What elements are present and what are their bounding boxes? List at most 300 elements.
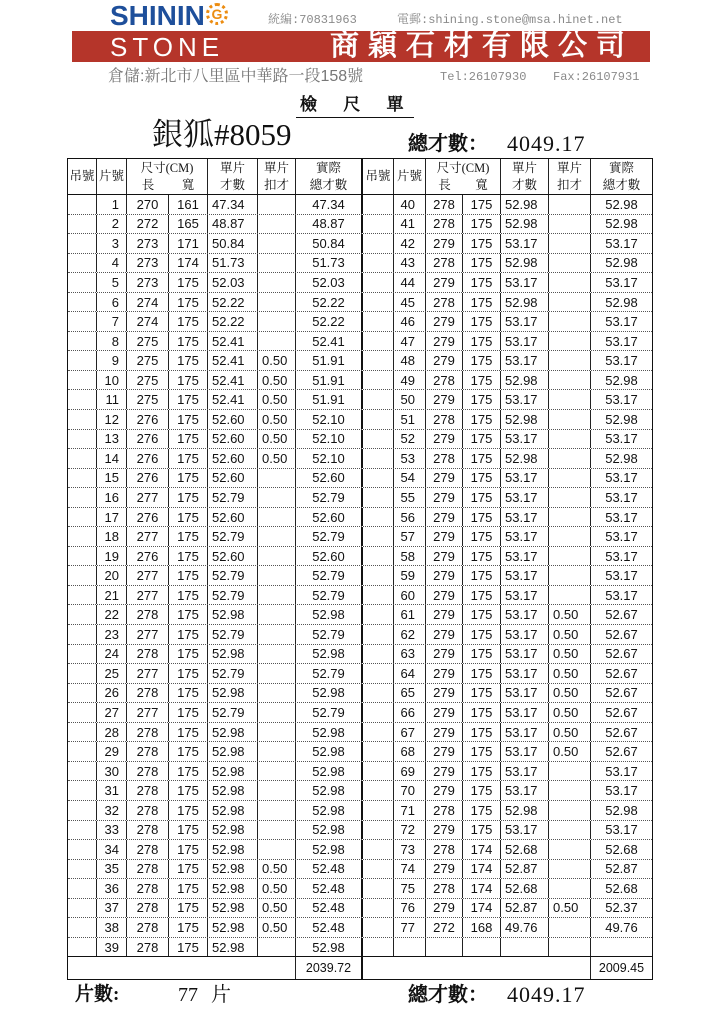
right-deduction-cell [549,371,591,390]
right-width-cell: 175 [463,742,501,761]
right-piece-area-cell: 52.98 [501,195,549,214]
right-net-area-cell: 52.67 [605,646,638,662]
table-row [68,527,652,547]
right-piece-no-cell: 40 [394,195,426,214]
left-hang-no-cell [68,762,97,781]
left-deduction-cell: 0.50 [258,899,296,918]
right-piece-no-cell: 66 [394,703,426,722]
table-row [68,664,652,684]
right-net-area-cell: 52.67 [605,665,638,681]
left-length-cell: 278 [127,605,169,624]
table-row [68,390,652,410]
left-net-area-cell: 52.48 [296,918,363,937]
left-length-cell: 278 [127,938,169,957]
left-piece-area-cell: 52.98 [208,684,258,703]
left-net-area-cell: 47.34 [296,195,363,214]
left-width-cell: 175 [169,664,208,683]
left-hang-no-cell [68,703,97,722]
table-row [68,723,652,743]
right-length-cell: 278 [426,254,463,273]
company-email: 電郵:shining.stone@msa.hinet.net [397,13,623,27]
right-net-area-cell: 53.17 [605,529,638,545]
left-half-row [68,273,363,292]
left-width-cell: 175 [169,899,208,918]
right-deduction-cell [549,879,591,898]
left-piece-area-cell: 47.34 [208,195,258,214]
left-width-cell: 175 [169,351,208,370]
right-deduction-cell [549,821,591,840]
left-deduction-cell [258,254,296,273]
right-net-area-cell: 52.98 [605,372,638,388]
right-length-cell: 278 [426,195,463,214]
left-hang-no-cell [68,195,97,214]
right-hang-no-cell [363,918,394,937]
right-length-cell: 279 [426,508,463,527]
right-piece-no-cell: 77 [394,918,426,937]
left-piece-no-cell: 7 [97,312,127,331]
right-hang-no-cell [363,449,394,468]
right-half-row [363,938,652,957]
right-width-cell: 175 [463,293,501,312]
left-width-cell: 175 [169,918,208,937]
left-hang-no-cell [68,684,97,703]
left-piece-area-cell: 52.03 [208,273,258,292]
left-piece-area-cell: 52.98 [208,899,258,918]
left-hang-no-cell [68,781,97,800]
table-row [68,371,652,391]
left-hang-no-cell [68,918,97,937]
header-size-label: 尺寸(CM) [140,161,194,175]
left-width-cell: 175 [169,390,208,409]
right-net-area-cell: 53.17 [605,763,638,779]
left-deduction-cell: 0.50 [258,430,296,449]
right-piece-no-cell: 76 [394,899,426,918]
warehouse-address: 倉儲:新北市八里區中華路一段158號 [108,68,364,85]
right-deduction-cell [549,566,591,585]
right-piece-area-cell: 52.98 [501,449,549,468]
product-name: 銀狐#8059 [152,117,292,152]
left-width-cell: 175 [169,449,208,468]
left-hang-no-cell [68,566,97,585]
left-subtotal: 2039.72 [296,957,363,979]
right-piece-area-cell: 53.17 [501,586,549,605]
right-net-area-cell: 52.67 [605,744,638,760]
right-net-area-cell: 53.17 [605,235,638,251]
left-deduction-cell [258,801,296,820]
right-length-cell: 279 [426,899,463,918]
left-length-cell: 276 [127,410,169,429]
right-width-cell: 175 [463,312,501,331]
left-length-cell: 278 [127,899,169,918]
right-hang-no-cell [363,410,394,429]
right-half-row [363,527,652,546]
left-width-cell: 175 [169,860,208,879]
right-width-cell: 175 [463,351,501,370]
left-half-row [68,821,363,840]
right-net-area-cell: 52.87 [605,861,638,877]
left-width-cell: 175 [169,840,208,859]
right-net-area-cell: 53.17 [605,587,638,603]
left-deduction-cell [258,625,296,644]
right-piece-no-cell: 43 [394,254,426,273]
right-piece-area-cell: 53.17 [501,508,549,527]
right-piece-no-cell: 71 [394,801,426,820]
right-width-cell: 175 [463,723,501,742]
left-half-row [68,215,363,234]
table-row [68,547,652,567]
right-hang-no-cell [363,312,394,331]
left-piece-no-cell: 15 [97,469,127,488]
right-length-cell: 279 [426,469,463,488]
left-net-area-cell: 52.60 [296,469,363,488]
right-width-cell: 175 [463,332,501,351]
left-net-area-cell: 52.98 [296,645,363,664]
table-row [68,312,652,332]
right-hang-no-cell [363,840,394,859]
left-length-cell: 277 [127,703,169,722]
left-width-cell: 175 [169,566,208,585]
header-width: 寬 [181,178,195,192]
left-net-area-cell: 51.91 [296,390,363,409]
right-piece-no-cell: 42 [394,234,426,253]
left-width-cell: 175 [169,742,208,761]
right-half-row [363,664,652,683]
left-piece-no-cell: 39 [97,938,127,957]
right-header [363,159,652,194]
left-half-row [68,312,363,331]
left-length-cell: 278 [127,840,169,859]
left-hang-no-cell [68,605,97,624]
left-length-cell: 277 [127,488,169,507]
left-width-cell: 174 [169,254,208,273]
right-deduction-cell [549,918,591,937]
left-width-cell: 175 [169,273,208,292]
left-half-row [68,410,363,429]
header-deduction [549,159,591,194]
left-length-cell: 278 [127,801,169,820]
right-net-area-cell: 53.17 [605,314,638,330]
right-length-cell: 272 [426,918,463,937]
right-piece-no-cell: 74 [394,860,426,879]
right-half-row [363,371,652,390]
left-piece-no-cell: 23 [97,625,127,644]
left-piece-area-cell: 50.84 [208,234,258,253]
header-size-group [127,159,208,194]
right-piece-area-cell: 52.87 [501,860,549,879]
totals-row [68,957,652,979]
left-piece-no-cell: 34 [97,840,127,859]
right-length-cell: 279 [426,781,463,800]
left-deduction-cell: 0.50 [258,860,296,879]
left-half-row [68,547,363,566]
right-piece-no-cell: 69 [394,762,426,781]
left-piece-area-cell: 52.98 [208,938,258,957]
right-width-cell: 175 [463,390,501,409]
header-piece-no [97,159,127,194]
right-hang-no-cell [363,703,394,722]
left-half-row [68,527,363,546]
right-deduction-cell: 0.50 [549,742,591,761]
left-piece-no-cell: 21 [97,586,127,605]
left-width-cell: 175 [169,625,208,644]
totals-blank [68,957,296,979]
left-half-row [68,703,363,722]
right-piece-area-cell: 53.17 [501,566,549,585]
left-deduction-cell [258,605,296,624]
right-deduction-cell [549,527,591,546]
left-hang-no-cell [68,899,97,918]
left-deduction-cell [258,195,296,214]
left-half-row [68,332,363,351]
left-half-row [68,879,363,898]
right-half-row [363,684,652,703]
left-width-cell: 175 [169,879,208,898]
left-half-row [68,195,363,214]
right-length-cell: 279 [426,723,463,742]
right-half-row [363,860,652,879]
right-piece-area-cell: 52.98 [501,215,549,234]
right-piece-area-cell: 53.17 [501,234,549,253]
left-deduction-cell: 0.50 [258,879,296,898]
left-length-cell: 273 [127,254,169,273]
right-hang-no-cell [363,527,394,546]
right-length-cell: 279 [426,566,463,585]
left-length-cell: 278 [127,860,169,879]
left-piece-no-cell: 31 [97,781,127,800]
left-width-cell: 175 [169,430,208,449]
left-hang-no-cell [68,723,97,742]
right-width-cell: 175 [463,625,501,644]
right-deduction-cell: 0.50 [549,723,591,742]
right-net-area-cell: 53.17 [605,353,638,369]
right-deduction-cell: 0.50 [549,605,591,624]
right-half-row [363,645,652,664]
right-deduction-cell [549,234,591,253]
right-hang-no-cell [363,234,394,253]
right-piece-area-cell [501,938,549,957]
left-hang-no-cell [68,273,97,292]
right-deduction-cell: 0.50 [549,684,591,703]
left-hang-no-cell [68,742,97,761]
right-hang-no-cell [363,684,394,703]
right-hang-no-cell [363,605,394,624]
left-deduction-cell [258,293,296,312]
left-piece-no-cell: 12 [97,410,127,429]
right-width-cell: 175 [463,273,501,292]
left-deduction-cell [258,312,296,331]
left-net-area-cell: 52.41 [296,332,363,351]
header-deduction-line2: 扣才 [263,177,289,192]
left-deduction-cell [258,566,296,585]
right-width-cell: 175 [463,488,501,507]
left-hang-no-cell [68,254,97,273]
right-piece-no-cell: 57 [394,527,426,546]
left-hang-no-cell [68,821,97,840]
right-net-area-cell: 52.37 [605,900,638,916]
right-width-cell: 175 [463,195,501,214]
sun-g-icon: G [206,3,228,25]
table-row [68,469,652,489]
left-width-cell: 175 [169,508,208,527]
right-hang-no-cell [363,762,394,781]
right-width-cell: 175 [463,566,501,585]
right-net-area-cell: 52.67 [605,607,638,623]
right-width-cell: 175 [463,762,501,781]
right-length-cell: 278 [426,410,463,429]
table-header [68,159,652,195]
left-piece-no-cell: 1 [97,195,127,214]
right-deduction-cell [549,195,591,214]
right-length-cell [426,938,463,957]
left-deduction-cell [258,332,296,351]
header-net-area-line2: 總才數 [602,177,641,192]
left-piece-area-cell: 52.60 [208,410,258,429]
header-net-area-line2: 總才數 [309,177,348,192]
left-piece-no-cell: 35 [97,860,127,879]
left-half-row [68,390,363,409]
right-width-cell: 175 [463,781,501,800]
left-length-cell: 278 [127,821,169,840]
right-net-area-cell: 52.98 [605,411,638,427]
right-piece-no-cell: 68 [394,742,426,761]
right-hang-no-cell [363,332,394,351]
right-piece-area-cell: 53.17 [501,703,549,722]
right-half-row [363,508,652,527]
left-length-cell: 276 [127,547,169,566]
left-length-cell: 275 [127,332,169,351]
left-half-row [68,351,363,370]
right-half-row [363,449,652,468]
table-row [68,586,652,606]
left-deduction-cell: 0.50 [258,351,296,370]
header-piece-no-label: 片號 [98,169,124,183]
left-hang-no-cell [68,469,97,488]
table-row [68,899,652,919]
left-deduction-cell: 0.50 [258,410,296,429]
left-piece-no-cell: 4 [97,254,127,273]
right-half-row [363,762,652,781]
left-net-area-cell: 52.48 [296,860,363,879]
left-deduction-cell [258,527,296,546]
left-length-cell: 277 [127,527,169,546]
right-piece-no-cell: 60 [394,586,426,605]
left-length-cell: 276 [127,469,169,488]
left-piece-area-cell: 52.79 [208,566,258,585]
right-length-cell: 279 [426,742,463,761]
left-half-row [68,469,363,488]
right-hang-no-cell [363,488,394,507]
right-deduction-cell [549,840,591,859]
right-deduction-cell [549,508,591,527]
header-piece-area-line2: 才數 [219,177,245,192]
right-piece-no-cell: 52 [394,430,426,449]
header-piece-area [501,159,549,194]
left-hang-no-cell [68,351,97,370]
left-deduction-cell: 0.50 [258,390,296,409]
left-width-cell: 175 [169,605,208,624]
table-row [68,215,652,235]
left-piece-no-cell: 25 [97,664,127,683]
right-half-row [363,879,652,898]
left-hang-no-cell [68,488,97,507]
left-hang-no-cell [68,547,97,566]
left-length-cell: 275 [127,351,169,370]
left-net-area-cell: 52.60 [296,508,363,527]
header-size-subheads [127,177,207,194]
right-piece-area-cell: 52.98 [501,254,549,273]
left-width-cell: 175 [169,762,208,781]
left-net-area-cell: 52.79 [296,586,363,605]
right-hang-no-cell [363,586,394,605]
right-piece-area-cell: 53.17 [501,488,549,507]
right-length-cell: 278 [426,449,463,468]
right-piece-no-cell: 44 [394,273,426,292]
right-piece-area-cell: 53.17 [501,684,549,703]
right-net-area-cell: 53.17 [605,509,638,525]
header-hang-no [363,159,394,194]
table-row [68,703,652,723]
table-row [68,293,652,313]
right-half-row [363,293,652,312]
left-piece-area-cell: 52.79 [208,625,258,644]
right-net-area-cell: 53.17 [605,489,638,505]
left-length-cell: 274 [127,312,169,331]
left-hang-no-cell [68,449,97,468]
left-piece-no-cell: 29 [97,742,127,761]
table-row [68,430,652,450]
left-width-cell: 175 [169,293,208,312]
right-half-row [363,430,652,449]
right-net-area-cell: 52.67 [605,724,638,740]
right-piece-area-cell: 52.87 [501,899,549,918]
left-piece-area-cell: 52.60 [208,508,258,527]
header-net-area [591,159,652,194]
right-piece-no-cell: 70 [394,781,426,800]
table-row [68,742,652,762]
left-net-area-cell: 51.91 [296,351,363,370]
left-half-row [68,293,363,312]
left-net-area-cell: 52.79 [296,566,363,585]
right-deduction-cell: 0.50 [549,645,591,664]
table-row [68,938,652,958]
left-piece-area-cell: 52.79 [208,664,258,683]
left-deduction-cell [258,938,296,957]
left-width-cell: 175 [169,371,208,390]
right-net-area-cell: 53.17 [605,333,638,349]
left-deduction-cell [258,762,296,781]
right-piece-area-cell: 53.17 [501,469,549,488]
left-length-cell: 270 [127,195,169,214]
left-piece-no-cell: 26 [97,684,127,703]
right-piece-area-cell: 52.98 [501,293,549,312]
right-width-cell: 175 [463,371,501,390]
right-piece-area-cell: 53.17 [501,664,549,683]
left-piece-area-cell: 52.98 [208,801,258,820]
left-half-row [68,742,363,761]
right-width-cell: 175 [463,645,501,664]
header-hang-no-label: 吊號 [69,169,95,183]
left-half-row [68,723,363,742]
left-deduction-cell: 0.50 [258,449,296,468]
left-half-row [68,449,363,468]
left-deduction-cell [258,234,296,253]
right-deduction-cell [549,312,591,331]
right-piece-no-cell: 65 [394,684,426,703]
table-row [68,821,652,841]
left-net-area-cell: 50.84 [296,234,363,253]
table-row [68,273,652,293]
right-hang-no-cell [363,625,394,644]
